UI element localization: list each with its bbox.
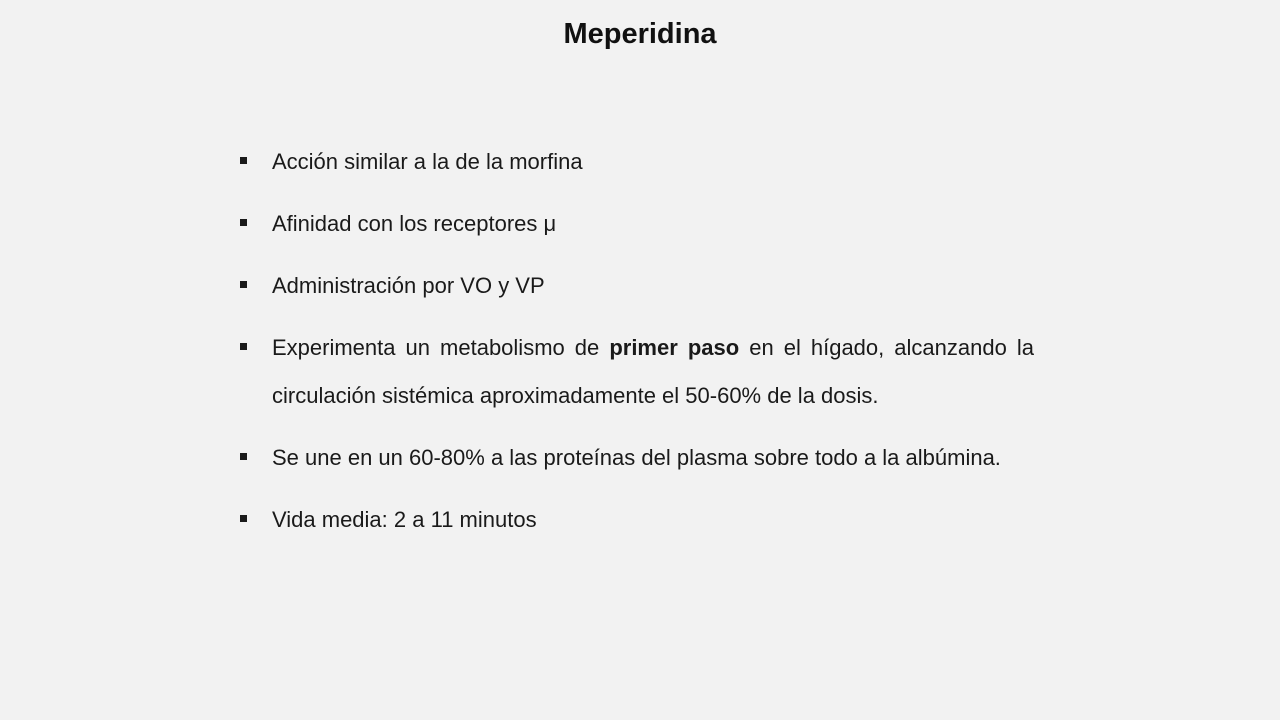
slide-title: Meperidina bbox=[563, 18, 717, 50]
bullet-item bbox=[240, 138, 1034, 186]
bullet-item bbox=[240, 324, 1034, 420]
square-bullet-icon bbox=[240, 281, 247, 288]
square-bullet-icon bbox=[240, 453, 247, 460]
bullet-text: Se une en un 60-80% a las proteínas del plasma sobre todo a la albúmina. bbox=[272, 445, 1001, 470]
bullet-item bbox=[240, 496, 1034, 544]
square-bullet-icon bbox=[240, 515, 247, 522]
bullet-list bbox=[240, 138, 1034, 544]
bullet-text-pre: Experimenta un metabolismo de bbox=[272, 335, 610, 360]
square-bullet-icon bbox=[240, 219, 247, 226]
bullet-text: Afinidad con los receptores μ bbox=[272, 211, 557, 236]
bullet-text-post: en el hígado, alcanzando la circulación sistémica aproximadamente el 50-60% de la dosis. bbox=[272, 335, 1034, 408]
square-bullet-icon bbox=[240, 343, 247, 350]
bullet-text: Acción similar a la de la morfina bbox=[272, 149, 583, 174]
bullet-text: Administración por VO y VP bbox=[272, 273, 545, 298]
bullet-item bbox=[240, 434, 1034, 482]
bullet-text: Vida media: 2 a 11 minutos bbox=[272, 507, 537, 532]
bullet-item bbox=[240, 200, 1034, 248]
bullet-item bbox=[240, 262, 1034, 310]
square-bullet-icon bbox=[240, 157, 247, 164]
bullet-text-bold: primer paso bbox=[609, 335, 740, 360]
